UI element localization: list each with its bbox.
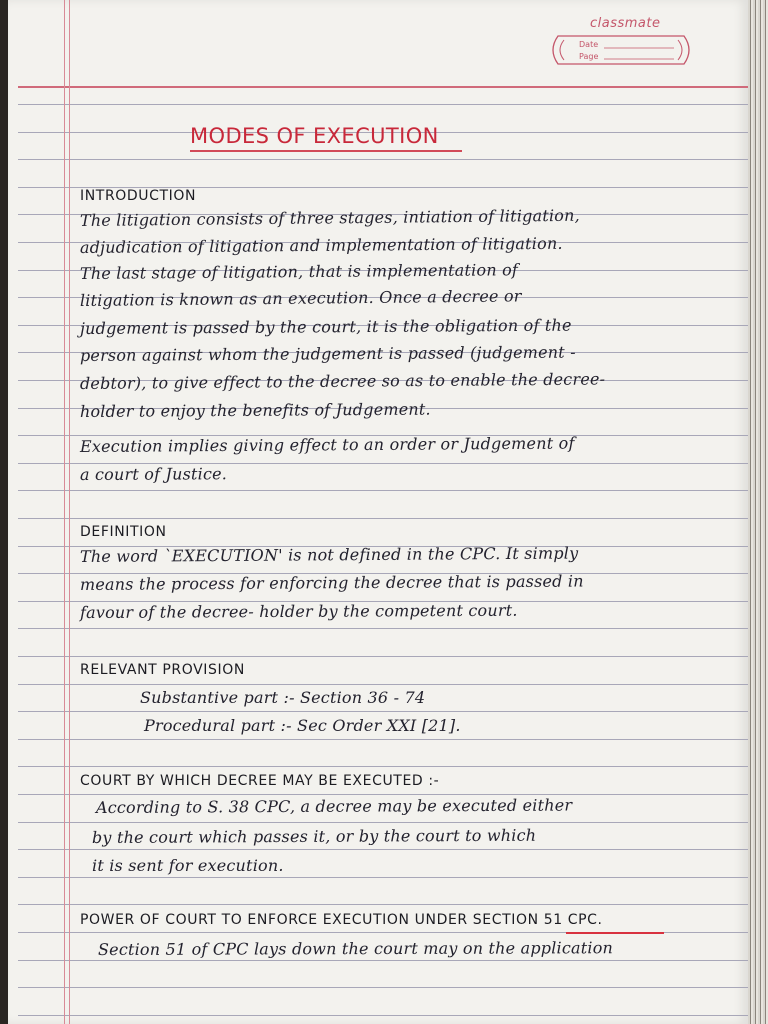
text-line: Execution implies giving effect to an order or Judgement of [79,433,575,456]
text-line: Section 51 of CPC lays down the court may on the application [97,938,614,959]
title-underline [190,150,462,152]
page-title: MODES OF EXECUTION [190,124,439,148]
text-line: litigation is known as an execution. Once a decree or [79,286,522,310]
text-line: The last stage of litigation, that is implementation of [79,260,519,283]
section-51-underline [566,932,664,934]
text-line: Substantive part :- Section 36 - 74 [140,688,426,707]
ruled-line [18,877,748,878]
ruled-line [18,628,748,629]
ruled-line [18,656,748,657]
text-line: The word `EXECUTION' is not defined in the CPC. It simply [79,543,579,566]
notebook-page [8,0,748,1024]
ruled-line [18,987,748,988]
text-line: holder to enjoy the benefits of Judgement. [79,399,431,421]
ruled-line [18,739,748,740]
page-stack-edge [748,0,768,1024]
ruled-line [18,518,748,519]
text-line: a court of Justice. [79,464,228,484]
ruled-line [18,794,748,795]
text-line: The litigation consists of three stages, intiation of litigation, [79,205,580,230]
text-line: judgement is passed by the court, it is the obligation of the [79,315,572,338]
ruled-line [18,1015,748,1016]
heading-power-of-court: POWER OF COURT TO ENFORCE EXECUTION UNDER SECTION 51 CPC. [80,912,603,928]
brand-logo: classmate [590,16,661,31]
ruled-line [18,711,748,712]
ruled-line [18,766,748,767]
ruled-line [18,684,748,685]
ruled-line [18,159,748,160]
ruled-line [18,904,748,905]
margin-line-right [69,0,70,1024]
text-line: adjudication of litigation and implementation of litigation. [79,233,563,257]
heading-definition: DEFINITION [80,524,167,540]
date-label: Date [579,40,599,49]
header-rule [18,86,748,88]
ruled-line [18,490,748,491]
ruled-line [18,104,748,105]
ruled-line [18,822,748,823]
text-line: by the court which passes it, or by the court to which [91,825,537,847]
text-line: debtor), to give effect to the decree so as to enable the decree- [79,369,606,393]
text-line: According to S. 38 CPC, a decree may be executed either [95,795,573,817]
page-label: Page [579,52,599,61]
text-line: means the process for enforcing the decree that is passed in [79,571,584,594]
text-line: it is sent for execution. [92,856,284,875]
text-line: Procedural part :- Sec Order XXI [21]. [144,716,461,735]
heading-relevant-provision: RELEVANT PROVISION [80,662,245,678]
text-line: favour of the decree- holder by the competent court. [79,600,518,622]
ruled-line [18,849,748,850]
heading-court-by-which-decree: COURT BY WHICH DECREE MAY BE EXECUTED :- [80,773,440,789]
margin-line-left [64,0,65,1024]
heading-introduction: INTRODUCTION [80,188,197,204]
text-line: person against whom the judgement is passed (judgement - [79,342,576,365]
ruled-line [18,960,748,961]
date-page-stamp [546,30,696,70]
